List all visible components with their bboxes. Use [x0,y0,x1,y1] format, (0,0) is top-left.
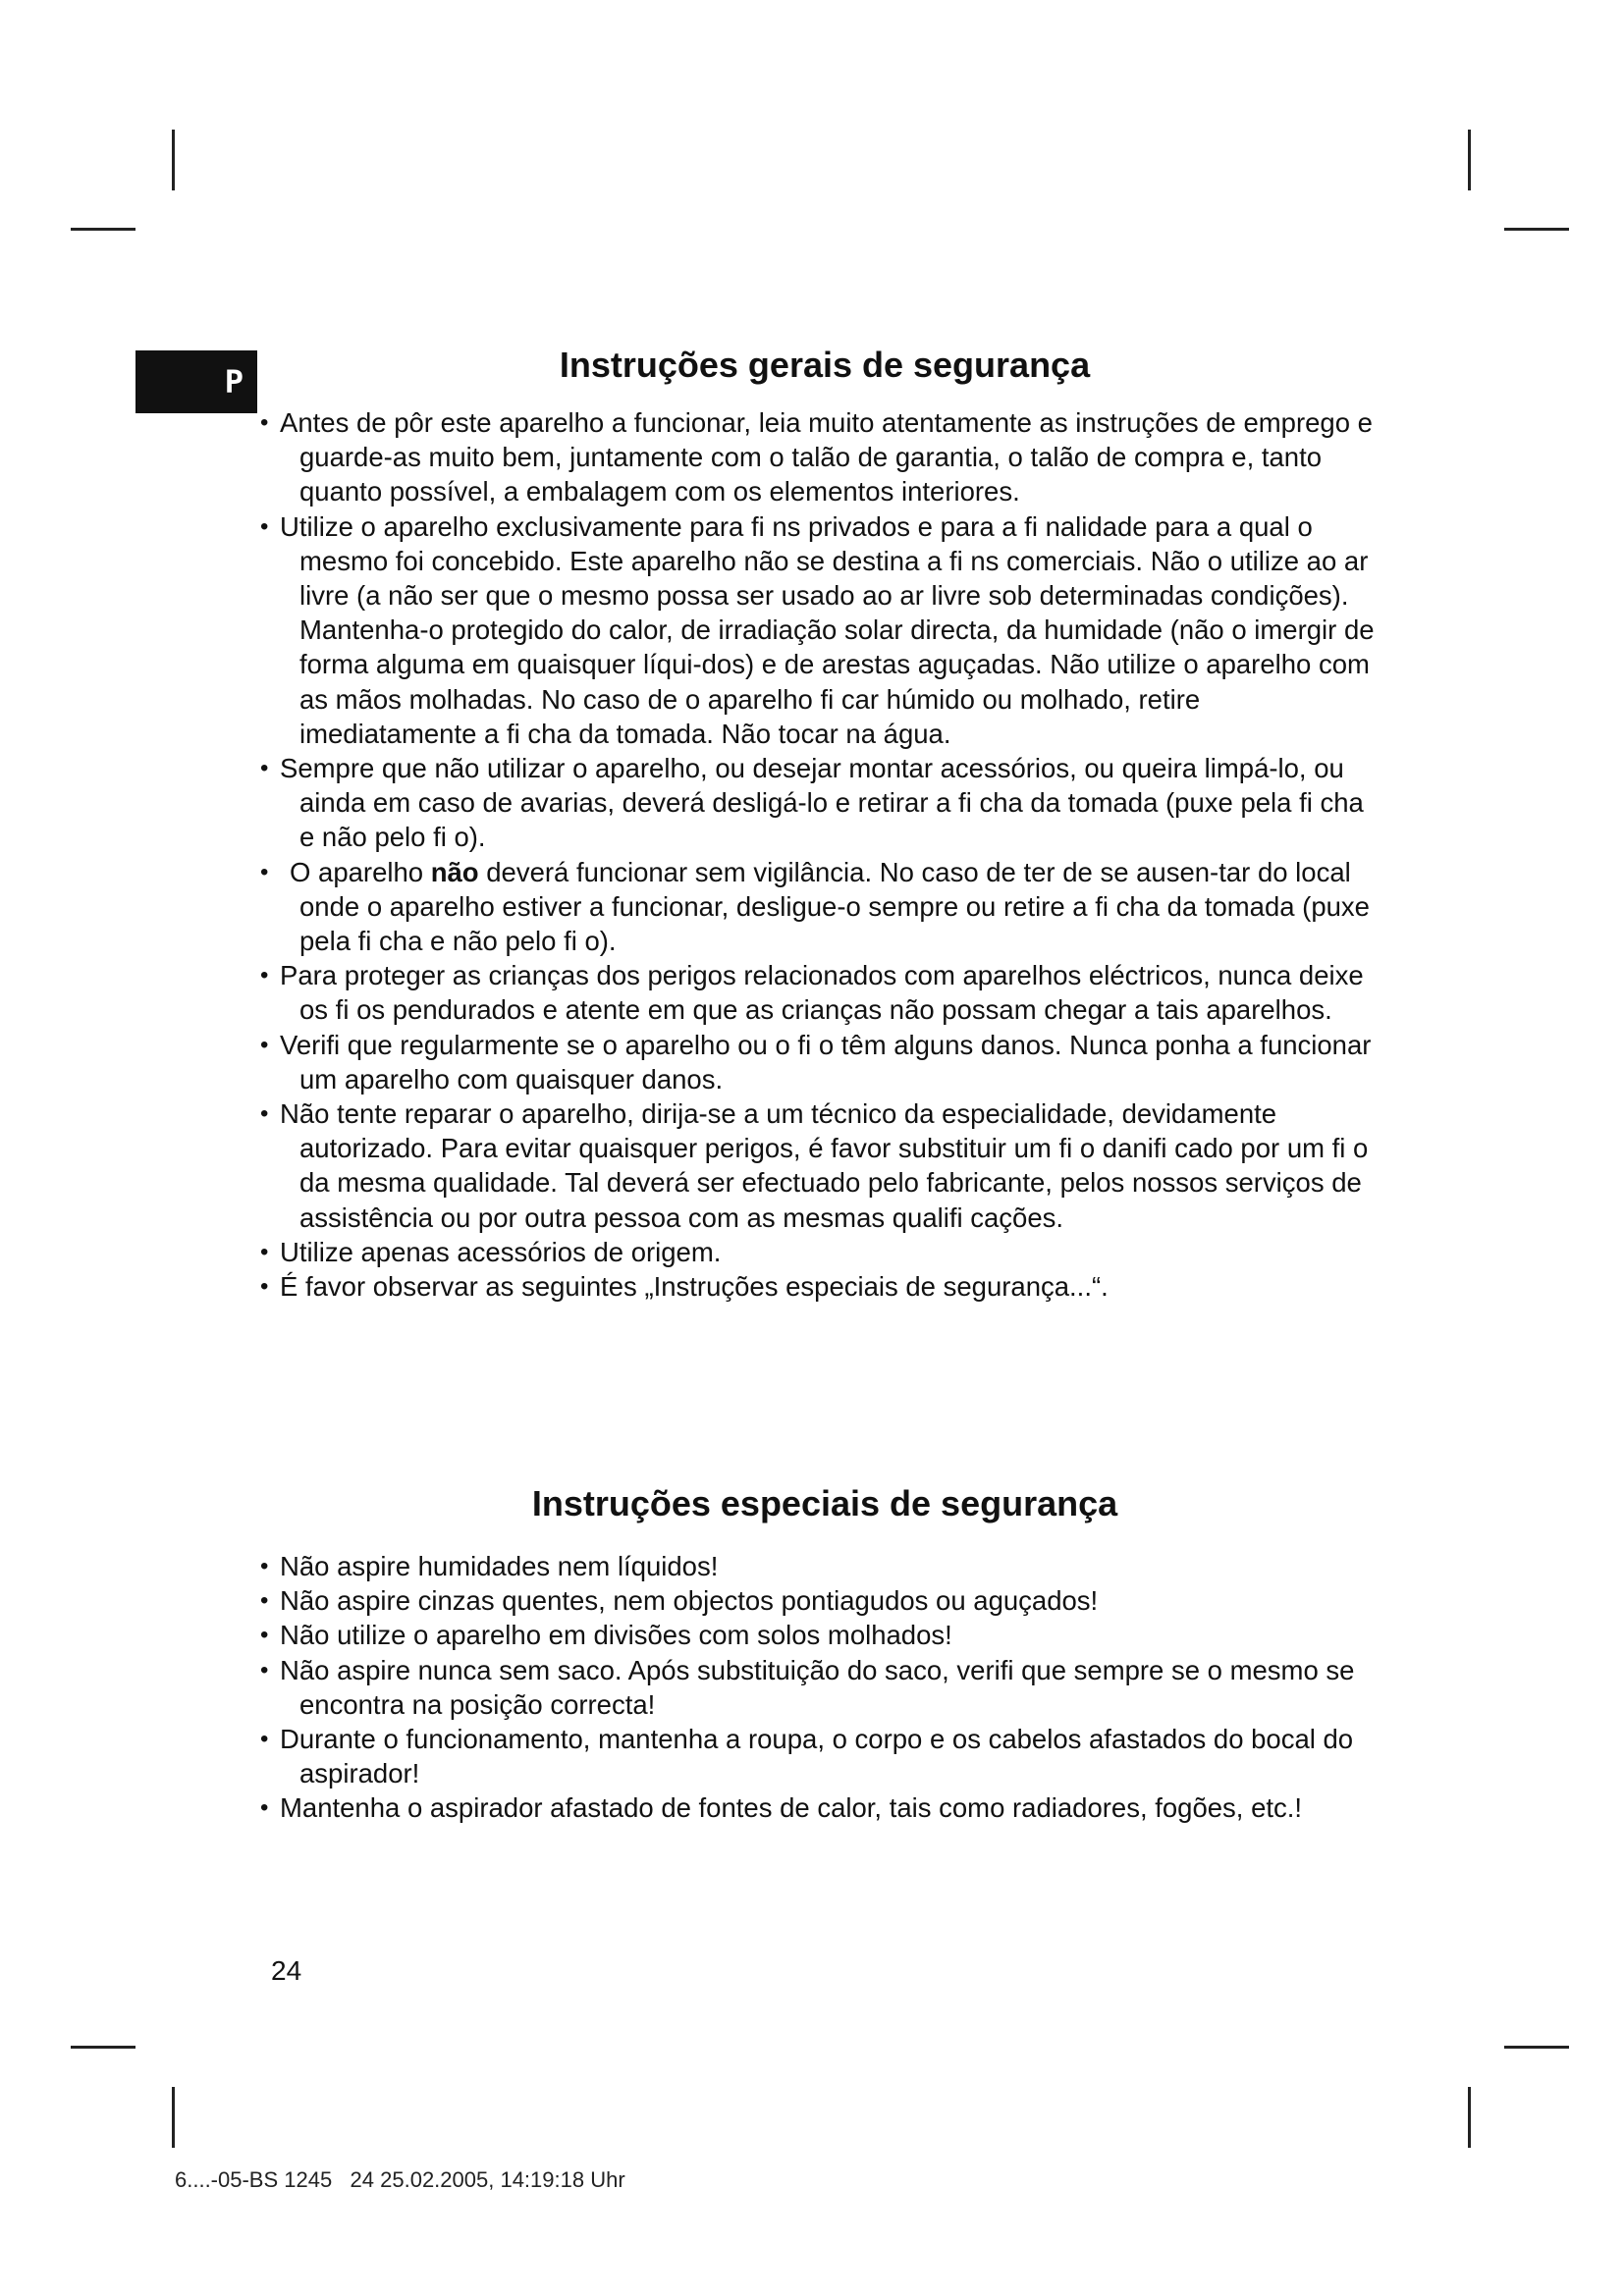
list-item: • Utilize o aparelho exclusivamente para fi ns privados e para a fi nalidade para a qual o mesmo foi concebido. Este aparelho não se destina a fi ns comerciais. Não o utilize ao ar livre (a não ser que o mesmo possa ser usado ao ar livre sob determinadas condições). Mantenha-o protegido do calor, de irradiação solar directa, da humidade (não o imergir de forma alguma em quaisquer líqui-dos) e de arestas aguçadas. Não utilize o aparelho com as mãos molhadas. No caso de o aparelho fi car húmido ou molhado, retire imediatamente a fi cha da tomada. Não tocar na água. [265,509,1384,751]
general-safety-list [265,405,1384,1304]
emphasis-text: não [430,856,479,887]
crop-mark-bottom-left-vertical [172,2087,175,2148]
crop-mark-top-left-horizontal [71,228,135,231]
list-item: • Não utilize o aparelho em divisões com solos molhados! [265,1618,1384,1652]
crop-mark-bottom-right-horizontal [1504,2046,1569,2049]
list-item: • Antes de pôr este aparelho a funcionar, leia muito atentamente as instruções de emprego e guarde-as muito bem, juntamente com o talão de garantia, o talão de compra e, tanto quanto possível, a embalagem com os elementos interiores. [265,405,1384,509]
list-item: • Sempre que não utilizar o aparelho, ou desejar montar acessórios, ou queira limpá-lo, ou ainda em caso de avarias, deverá desligá-lo e retirar a fi cha da tomada (puxe pela fi cha e não pelo fi o). [265,751,1384,855]
special-safety-title: Instruções especiais de segurança [531,1483,1118,1523]
crop-mark-bottom-right-vertical [1468,2087,1471,2148]
list-item: • Mantenha o aspirador afastado de fontes de calor, tais como radiadores, fogões, etc.! [265,1790,1384,1825]
list-item: • Utilize apenas acessórios de origem. [265,1235,1384,1269]
crop-mark-top-right-horizontal [1504,228,1569,231]
list-item: • Verifi que regularmente se o aparelho ou o fi o têm alguns danos. Nunca ponha a funcionar um aparelho com quaisquer danos. [265,1028,1384,1096]
list-item: • Não aspire humidades nem líquidos! [265,1549,1384,1583]
list-item: • Não aspire nunca sem saco. Após substituição do saco, verifi que sempre se o mesmo se encontra na posição correcta! [265,1653,1384,1722]
list-item: • Não tente reparar o aparelho, dirija-se a um técnico da especialidade, devidamente autorizado. Para evitar quaisquer perigos, é favor substituir um fi o danifi cado por um fi o da mesma qualidade. Tal deverá ser efectuado pelo fabricante, pelos nossos serviços de assistência ou por outra pessoa com as mesmas qualifi cações. [265,1096,1384,1235]
list-item: • É favor observar as seguintes „Instruções especiais de segurança...“. [265,1269,1384,1304]
special-safety-list [265,1549,1384,1826]
page-number: 24 [271,1955,302,1986]
general-safety-title: Instruções gerais de segurança [559,345,1091,385]
list-item: • Para proteger as crianças dos perigos relacionados com aparelhos eléctricos, nunca deixe os fi os pendurados e atente em que as crianças não possam chegar a tais aparelhos. [265,958,1384,1027]
crop-mark-top-left-vertical [172,130,175,190]
list-item: • Durante o funcionamento, mantenha a roupa, o corpo e os cabelos afastados do bocal do aspirador! [265,1722,1384,1790]
list-item: • Não aspire cinzas quentes, nem objectos pontiagudos ou aguçados! [265,1583,1384,1618]
list-item: • O aparelho não deverá funcionar sem vigilância. No caso de ter de se ausen-tar do local onde o aparelho estiver a funcionar, desligue-o sempre ou retire a fi cha da tomada (puxe pela fi cha e não pelo fi o). [265,855,1384,959]
crop-mark-bottom-left-horizontal [71,2046,135,2049]
crop-mark-top-right-vertical [1468,130,1471,190]
language-tab: P [135,350,257,413]
print-footer: 6....-05-BS 1245 24 25.02.2005, 14:19:18 Uhr [175,2167,625,2192]
